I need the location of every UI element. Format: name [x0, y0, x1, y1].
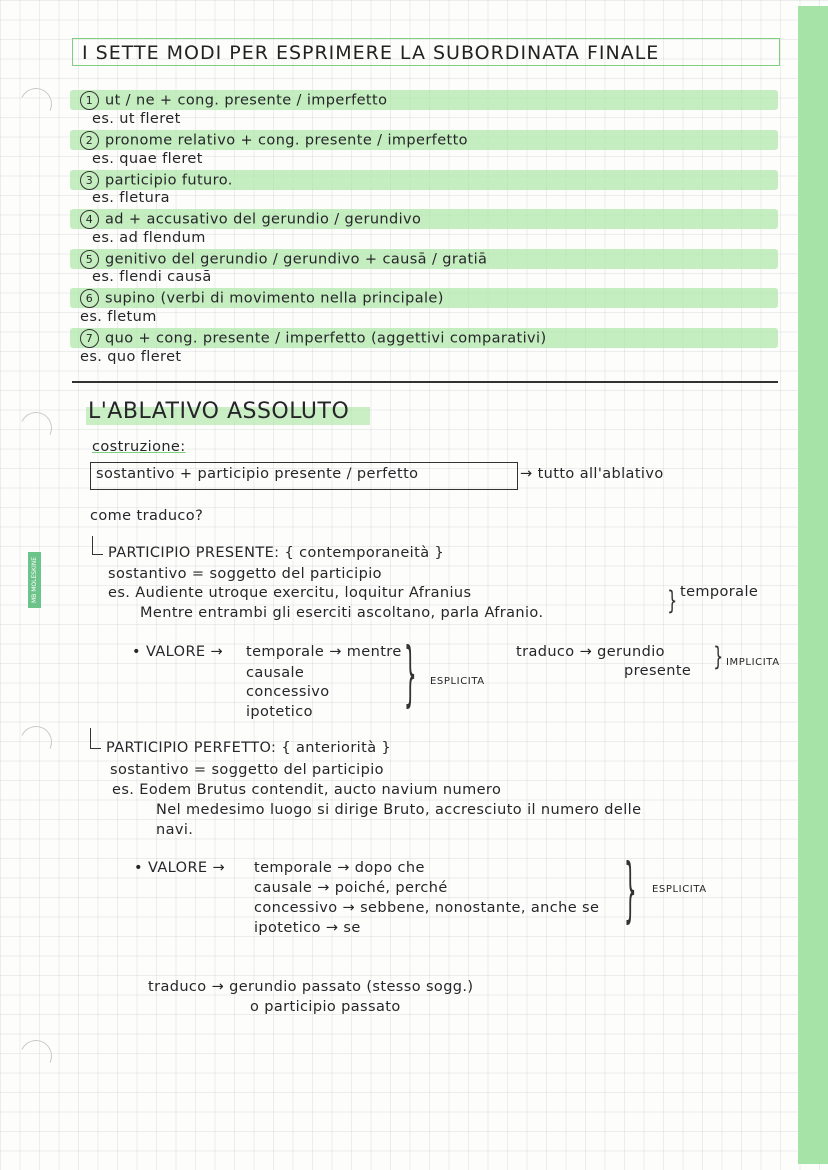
- list-item: 6 supino (verbi di movimento nella principale): [80, 289, 444, 308]
- valore-label: • VALORE →: [132, 644, 224, 660]
- perfetto-example: es. Eodem Brutus contendit, aucto navium numero: [112, 782, 502, 798]
- section-divider: [72, 381, 778, 383]
- traduco-2: o participio passato: [250, 999, 401, 1015]
- binder-hole: [15, 1035, 56, 1076]
- presente-title: PARTICIPIO PRESENTE: { contemporaneità }: [108, 545, 445, 561]
- brace: }: [404, 633, 417, 716]
- list-item-example: es. fletura: [92, 190, 170, 206]
- brace: }: [624, 849, 637, 932]
- presente-rule: sostantivo = soggetto del participio: [108, 566, 382, 582]
- valore-label: • VALORE →: [134, 860, 226, 876]
- list-item: 1 ut / ne + cong. presente / imperfetto: [80, 91, 387, 110]
- valore-item: causale: [246, 665, 305, 681]
- list-item: 4 ad + accusativo del gerundio / gerundivo: [80, 210, 421, 229]
- come-traduco: come traduco?: [90, 508, 204, 524]
- valore-item: temporale → dopo che: [254, 860, 425, 876]
- list-item: 2 pronome relativo + cong. presente / imperfetto: [80, 131, 468, 150]
- list-item-example: es. flendi causā: [92, 269, 212, 285]
- valore-item: concessivo → sebbene, nonostante, anche se: [254, 900, 600, 916]
- implicita-label: IMPLICITA: [726, 657, 780, 668]
- valore-item: ipotetico: [246, 704, 313, 720]
- list-item-example: es. ut fleret: [92, 111, 181, 127]
- branch-arrow: [92, 536, 103, 555]
- perfetto-rule: sostantivo = soggetto del participio: [110, 762, 384, 778]
- example-tag: temporale: [680, 584, 759, 600]
- valore-item: ipotetico → se: [254, 920, 361, 936]
- list-item-example: es. quae fleret: [92, 151, 203, 167]
- list-item-example: es. fletum: [80, 309, 157, 325]
- list-item: 7 quo + cong. presente / imperfetto (aggettivi comparativi): [80, 329, 547, 348]
- binder-hole: [15, 721, 56, 762]
- valore-item: concessivo: [246, 684, 330, 700]
- list-item: 3 participio futuro.: [80, 171, 233, 190]
- section-heading: L'ABLATIVO ASSOLUTO: [88, 399, 350, 424]
- binder-hole: [15, 407, 56, 448]
- branch-arrow: [90, 728, 101, 749]
- traduco: traduco → gerundio: [516, 644, 665, 660]
- costruzione-label: costruzione:: [92, 439, 186, 455]
- page-title: I SETTE MODI PER ESPRIMERE LA SUBORDINATA FINALE: [82, 42, 660, 64]
- perfetto-title: PARTICIPIO PERFETTO: { anteriorità }: [106, 740, 392, 756]
- margin-bar: [798, 6, 828, 1164]
- formula-result: → tutto all'ablativo: [520, 466, 664, 482]
- esplicita-label: ESPLICITA: [430, 676, 485, 687]
- traduco-2: presente: [624, 663, 692, 679]
- formula: sostantivo + participio presente / perfetto: [96, 466, 419, 482]
- brace: }: [713, 642, 724, 672]
- perfetto-translation-2: navi.: [156, 822, 194, 838]
- valore-item: causale → poiché, perché: [254, 880, 448, 896]
- esplicita-label: ESPLICITA: [652, 884, 707, 895]
- valore-item: temporale → mentre: [246, 644, 402, 660]
- presente-translation: Mentre entrambi gli eserciti ascoltano, parla Afranio.: [140, 605, 544, 621]
- brand-logo: MB MOLESKINE: [28, 552, 41, 608]
- perfetto-translation: Nel medesimo luogo si dirige Bruto, accresciuto il numero delle: [156, 802, 642, 818]
- brace: }: [667, 586, 678, 616]
- list-item: 5 genitivo del gerundio / gerundivo + causā / gratiā: [80, 250, 487, 269]
- list-item-example: es. ad flendum: [92, 230, 206, 246]
- binder-hole: [15, 83, 56, 124]
- presente-example: es. Audiente utroque exercitu, loquitur Afranius: [108, 585, 472, 601]
- list-item-example: es. quo fleret: [80, 349, 182, 365]
- traduco: traduco → gerundio passato (stesso sogg.): [148, 979, 474, 995]
